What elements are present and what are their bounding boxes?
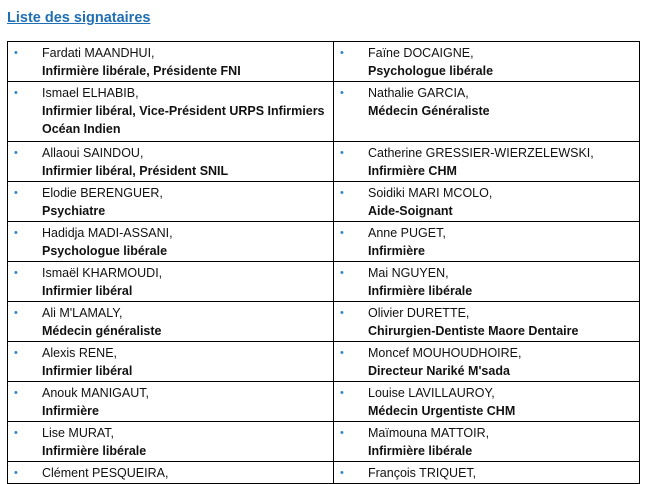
signatory-name: Fardati MAANDHUI,	[42, 46, 155, 60]
table-row	[8, 382, 640, 422]
bullet-icon: •	[340, 387, 344, 399]
signatory-name: Ismaël KHARMOUDI,	[42, 266, 163, 280]
bullet-icon: •	[14, 187, 18, 199]
signatory-name: Mai NGUYEN,	[368, 266, 449, 280]
signatory-name: Maïmouna MATTOIR,	[368, 426, 490, 440]
signatory-cell	[8, 182, 334, 222]
table-row	[8, 302, 640, 342]
signatory-role: Infirmier libéral, Vice-Président URPS Infirmiers Océan Indien	[42, 104, 325, 136]
bullet-icon: •	[340, 267, 344, 279]
bullet-icon: •	[340, 427, 344, 439]
signatory-name: Lise MURAT,	[42, 426, 115, 440]
table-row	[8, 422, 640, 462]
signatory-role: Infirmière	[42, 404, 99, 418]
signatory-role: Médecin Généraliste	[368, 104, 490, 118]
table-row	[8, 222, 640, 262]
signatory-role: Infirmière	[368, 244, 425, 258]
signatory-cell	[8, 142, 334, 182]
signatory-cell	[334, 462, 640, 484]
bullet-icon: •	[340, 87, 344, 99]
table-row	[8, 462, 640, 484]
bullet-icon: •	[14, 387, 18, 399]
signatory-role: Infirmière CHM	[368, 164, 457, 178]
signatory-role: Infirmière libérale	[368, 444, 473, 458]
signatory-name: François TRIQUET,	[368, 466, 477, 480]
signatory-cell	[334, 342, 640, 382]
signatory-role: Psychologue libérale	[368, 64, 494, 78]
bullet-icon: •	[340, 307, 344, 319]
signatory-cell	[334, 82, 640, 142]
bullet-icon: •	[14, 307, 18, 319]
signatory-name: Allaoui SAINDOU,	[42, 146, 144, 160]
signatory-name: Moncef MOUHOUDHOIRE,	[368, 346, 522, 360]
bullet-icon: •	[14, 147, 18, 159]
table-row	[8, 82, 640, 142]
signatory-role: Infirmière libérale, Présidente FNI	[42, 64, 241, 78]
signatory-name: Louise LAVILLAUROY,	[368, 386, 495, 400]
signatory-cell	[334, 42, 640, 82]
signatory-role: Psychiatre	[42, 204, 106, 218]
signatory-name: Anne PUGET,	[368, 226, 446, 240]
signatory-cell	[334, 142, 640, 182]
table-row	[8, 182, 640, 222]
signatory-cell	[334, 222, 640, 262]
signatory-role: Chirurgien-Dentiste Maore Dentaire	[368, 324, 579, 338]
signatory-name: Ismael ELHABIB,	[42, 86, 139, 100]
signatory-cell	[334, 182, 640, 222]
bullet-icon: •	[340, 467, 344, 479]
table-row	[8, 342, 640, 382]
signatory-cell	[8, 382, 334, 422]
signatory-cell	[334, 262, 640, 302]
signatory-name: Hadidja MADI-ASSANI,	[42, 226, 173, 240]
bullet-icon: •	[340, 47, 344, 59]
signatory-cell	[8, 222, 334, 262]
signatory-name: Alexis RENE,	[42, 346, 118, 360]
signatory-role: Infirmière libérale	[368, 284, 473, 298]
signatories-table-body	[8, 42, 640, 484]
signatory-name: Ali M'LAMALY,	[42, 306, 123, 320]
signatory-cell	[334, 422, 640, 462]
signatory-role: Infirmier libéral, Président SNIL	[42, 164, 229, 178]
signatory-role: Infirmier libéral	[42, 284, 133, 298]
bullet-icon: •	[340, 347, 344, 359]
signatory-name: Elodie BERENGUER,	[42, 186, 163, 200]
bullet-icon: •	[14, 347, 18, 359]
table-row	[8, 42, 640, 82]
table-row	[8, 262, 640, 302]
signatory-role: Médecin généraliste	[42, 324, 162, 338]
signatory-name: Catherine GRESSIER-WIERZELEWSKI,	[368, 146, 594, 160]
bullet-icon: •	[340, 147, 344, 159]
signatory-cell	[8, 342, 334, 382]
signatory-role: Psychologue libérale	[42, 244, 168, 258]
bullet-icon: •	[14, 87, 18, 99]
signatory-name: Nathalie GARCIA,	[368, 86, 469, 100]
bullet-icon: •	[14, 227, 18, 239]
signatories-table	[7, 41, 640, 484]
bullet-icon: •	[340, 227, 344, 239]
signatory-cell	[8, 462, 334, 484]
signatory-cell	[8, 302, 334, 342]
bullet-icon: •	[14, 47, 18, 59]
signatory-name: Anouk MANIGAUT,	[42, 386, 149, 400]
table-row	[8, 142, 640, 182]
signatory-role: Aide-Soignant	[368, 204, 453, 218]
signatory-role: Directeur Nariké M'sada	[368, 364, 510, 378]
signatory-role: Médecin Urgentiste CHM	[368, 404, 516, 418]
signatory-cell	[8, 42, 334, 82]
signatory-cell	[8, 82, 334, 142]
bullet-icon: •	[14, 427, 18, 439]
bullet-icon: •	[14, 267, 18, 279]
signatory-name: Faïne DOCAIGNE,	[368, 46, 474, 60]
page-title: Liste des signataires	[7, 10, 151, 26]
signatory-cell	[8, 422, 334, 462]
signatory-name: Clément PESQUEIRA,	[42, 466, 169, 480]
signatory-name: Olivier DURETTE,	[368, 306, 470, 320]
signatory-cell	[334, 382, 640, 422]
bullet-icon: •	[14, 467, 18, 479]
signatory-role: Infirmier libéral	[42, 364, 133, 378]
signatory-cell	[8, 262, 334, 302]
signatory-cell	[334, 302, 640, 342]
bullet-icon: •	[340, 187, 344, 199]
signatory-role: Infirmière libérale	[42, 444, 147, 458]
signatory-name: Soidiki MARI MCOLO,	[368, 186, 493, 200]
